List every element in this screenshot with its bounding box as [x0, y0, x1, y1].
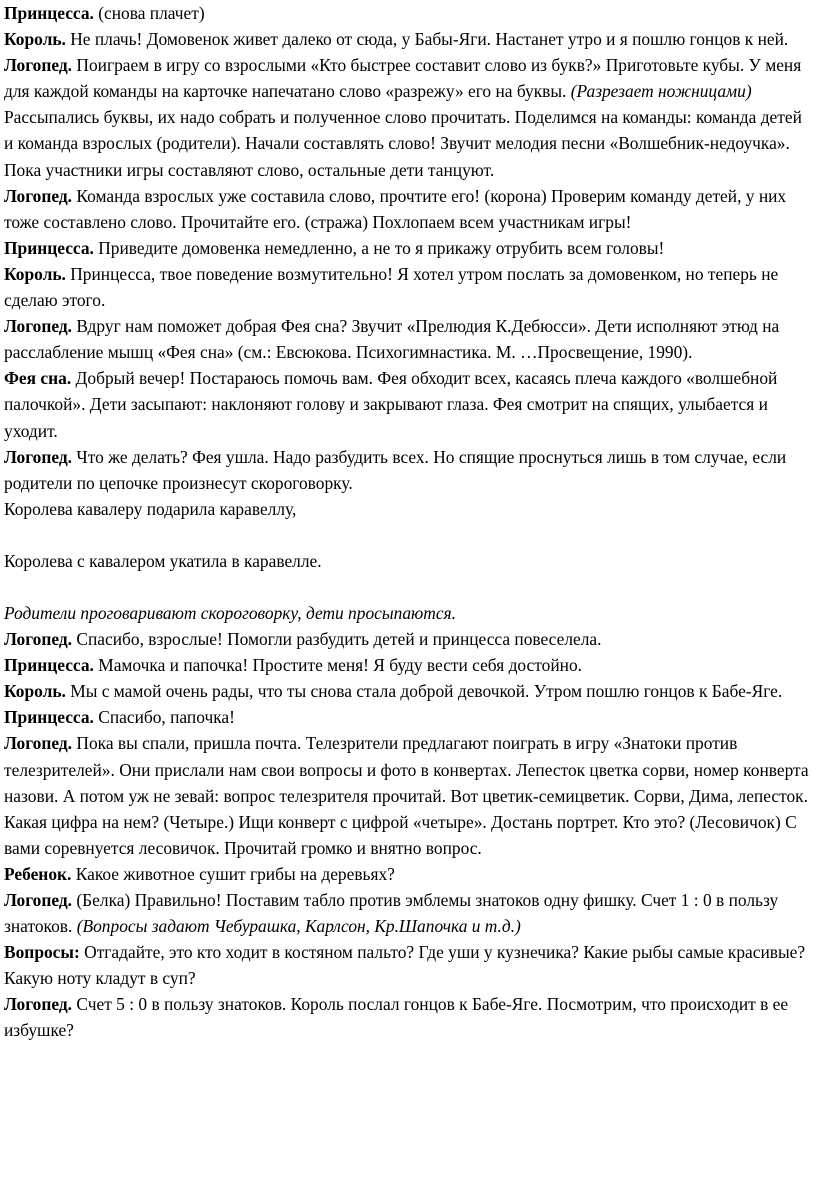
stage-direction-inline: (Вопросы задают Чебурашка, Карлсон, Кр.Шапочка и т.д.)	[76, 916, 521, 937]
dialog-paragraph	[4, 704, 812, 730]
verse-text: Королева кавалеру подарила каравеллу,	[4, 498, 297, 519]
speech-text: Вдруг нам поможет добрая Фея сна? Звучит «Прелюдия К.Дебюсси». Дети исполняют этюд на расслабление мышц «Фея сна» (см.: Евсюкова. Психогимнастика. М. …Просвещение, 1990).	[4, 316, 780, 363]
dialog-paragraph	[4, 861, 812, 887]
dialog-paragraph	[4, 0, 812, 26]
speech-text: Приведите домовенка немедленно, а не то я прикажу отрубить всем головы!	[93, 237, 665, 258]
dialog-paragraph	[4, 261, 812, 313]
speaker-name: Принцесса.	[4, 655, 94, 676]
speaker-name: Вопросы:	[4, 942, 80, 963]
speaker-name: Король.	[4, 263, 66, 284]
speaker-name: Логопед.	[4, 994, 73, 1015]
speech-text: Не плачь! Домовенок живет далеко от сюда, у Бабы-Яги. Настанет утро и я пошлю гонцов к ней.	[65, 29, 789, 50]
speaker-name: Принцесса.	[4, 237, 94, 258]
dialog-paragraph	[4, 652, 812, 678]
dialog-paragraph	[4, 313, 812, 365]
speaker-name: Принцесса.	[4, 707, 94, 728]
dialog-paragraph	[4, 730, 812, 860]
document-body	[4, 0, 812, 1044]
dialog-paragraph	[4, 678, 812, 704]
speech-text: Добрый вечер! Постараюсь помочь вам. Фея обходит всех, касаясь плеча каждого «волшебной палочкой». Дети засыпают: наклоняют голову и закрывают глаза. Фея смотрит на спящих, улыбается и уходит.	[4, 368, 778, 441]
speaker-name: Король.	[4, 29, 66, 50]
stage-direction	[4, 600, 812, 626]
speech-text: Пока вы спали, пришла почта. Телезрители предлагают поиграть в игру «Знатоки против телезрителей». Они прислали нам свои вопросы и фото в конвертах. Лепесток цветка сорви, номер конверта назови. А потом уж не зевай: вопрос телезрителя прочитай. Вот цветик-семицветик. Сорви, Дима, лепесток. Какая цифра на нем? (Четыре.) Ищи конверт с цифрой «четыре». Достань портрет. Кто это? (Лесовичок) С вами соревнуется лесовичок. Прочитай громко и внятно вопрос.	[4, 733, 809, 858]
speech-text: Принцесса, твое поведение возмутительно! Я хотел утром послать за домовенком, но теперь не сделаю этого.	[4, 263, 779, 311]
speaker-name: Фея сна.	[4, 368, 72, 389]
dialog-paragraph	[4, 444, 812, 496]
speaker-name: Король.	[4, 681, 66, 702]
speaker-name: Логопед.	[4, 446, 73, 467]
speech-text: (Белка) Правильно! Поставим табло против эмблемы знатоков одну фишку. Счет 1 : 0 в пользу знатоков.	[4, 890, 779, 937]
stage-direction-text: Родители проговаривают скороговорку, дети просыпаются.	[4, 602, 456, 623]
speech-text: Какое животное сушит грибы на деревьях?	[71, 863, 395, 884]
stage-direction-inline: (Разрезает ножницами)	[570, 81, 752, 102]
speaker-name: Логопед.	[4, 55, 73, 76]
speaker-name: Логопед.	[4, 890, 73, 910]
speech-text: Счет 5 : 0 в пользу знатоков. Король послал гонцов к Бабе-Яге. Посмотрим, что происходит в ее избушке?	[4, 994, 789, 1041]
speaker-name: Логопед.	[4, 185, 73, 206]
speaker-name: Логопед.	[4, 629, 73, 650]
speech-text: Отгадайте, это кто ходит в костяном пальто? Где уши у кузнечика? Какие рыбы самые красивые? Какую ноту кладут в суп?	[4, 942, 806, 989]
dialog-paragraph	[4, 365, 812, 443]
verse-line	[4, 548, 812, 574]
speech-text: Мамочка и папочка! Простите меня! Я буду вести себя достойно.	[93, 655, 582, 676]
verse-text: Королева с кавалером укатила в каравелле.	[4, 550, 322, 571]
speech-text: Мы с мамой очень рады, что ты снова стала доброй девочкой. Утром пошлю гонцов к Бабе-Яге.	[65, 681, 783, 702]
dialog-paragraph	[4, 52, 812, 182]
dialog-paragraph	[4, 887, 812, 939]
dialog-paragraph	[4, 939, 812, 991]
speech-text: (снова плачет)	[93, 3, 205, 23]
speech-text: Что же делать? Фея ушла. Надо разбудить всех. Но спящие проснуться лишь в том случае, если родители по цепочке произнесут скороговорку.	[4, 446, 787, 493]
speaker-name: Ребенок.	[4, 863, 72, 884]
speech-text: Команда взрослых уже составила слово, прочтите его! (корона) Проверим команду детей, у них тоже составлено слово. Прочитайте его. (стража) Похлопаем всем участникам игры!	[4, 185, 787, 232]
dialog-paragraph	[4, 991, 812, 1043]
speech-text-tail: Рассыпались буквы, их надо собрать и полученное слово прочитать. Поделимся на команды: команда детей и команда взрослых (родители). Начали составлять слово! Звучит мелодия песни «Волшебник-недоучка». Пока участники игры составляют слово, остальные дети танцуют.	[4, 107, 802, 180]
speech-text: Спасибо, папочка!	[93, 707, 235, 728]
speaker-name: Логопед.	[4, 733, 73, 754]
speech-text: Спасибо, взрослые! Помогли разбудить детей и принцесса повеселела.	[72, 629, 602, 650]
blank-line	[4, 522, 812, 548]
verse-line	[4, 496, 812, 522]
speech-text: Поиграем в игру со взрослыми «Кто быстрее составит слово из букв?» Приготовьте кубы. У меня для каждой команды на карточке напечатано слово «разрежу» его на буквы.	[4, 55, 802, 102]
dialog-paragraph	[4, 235, 812, 261]
dialog-paragraph	[4, 183, 812, 235]
blank-line	[4, 574, 812, 600]
speaker-name: Принцесса.	[4, 3, 94, 23]
dialog-paragraph	[4, 626, 812, 652]
dialog-paragraph	[4, 26, 812, 52]
speaker-name: Логопед.	[4, 316, 73, 337]
